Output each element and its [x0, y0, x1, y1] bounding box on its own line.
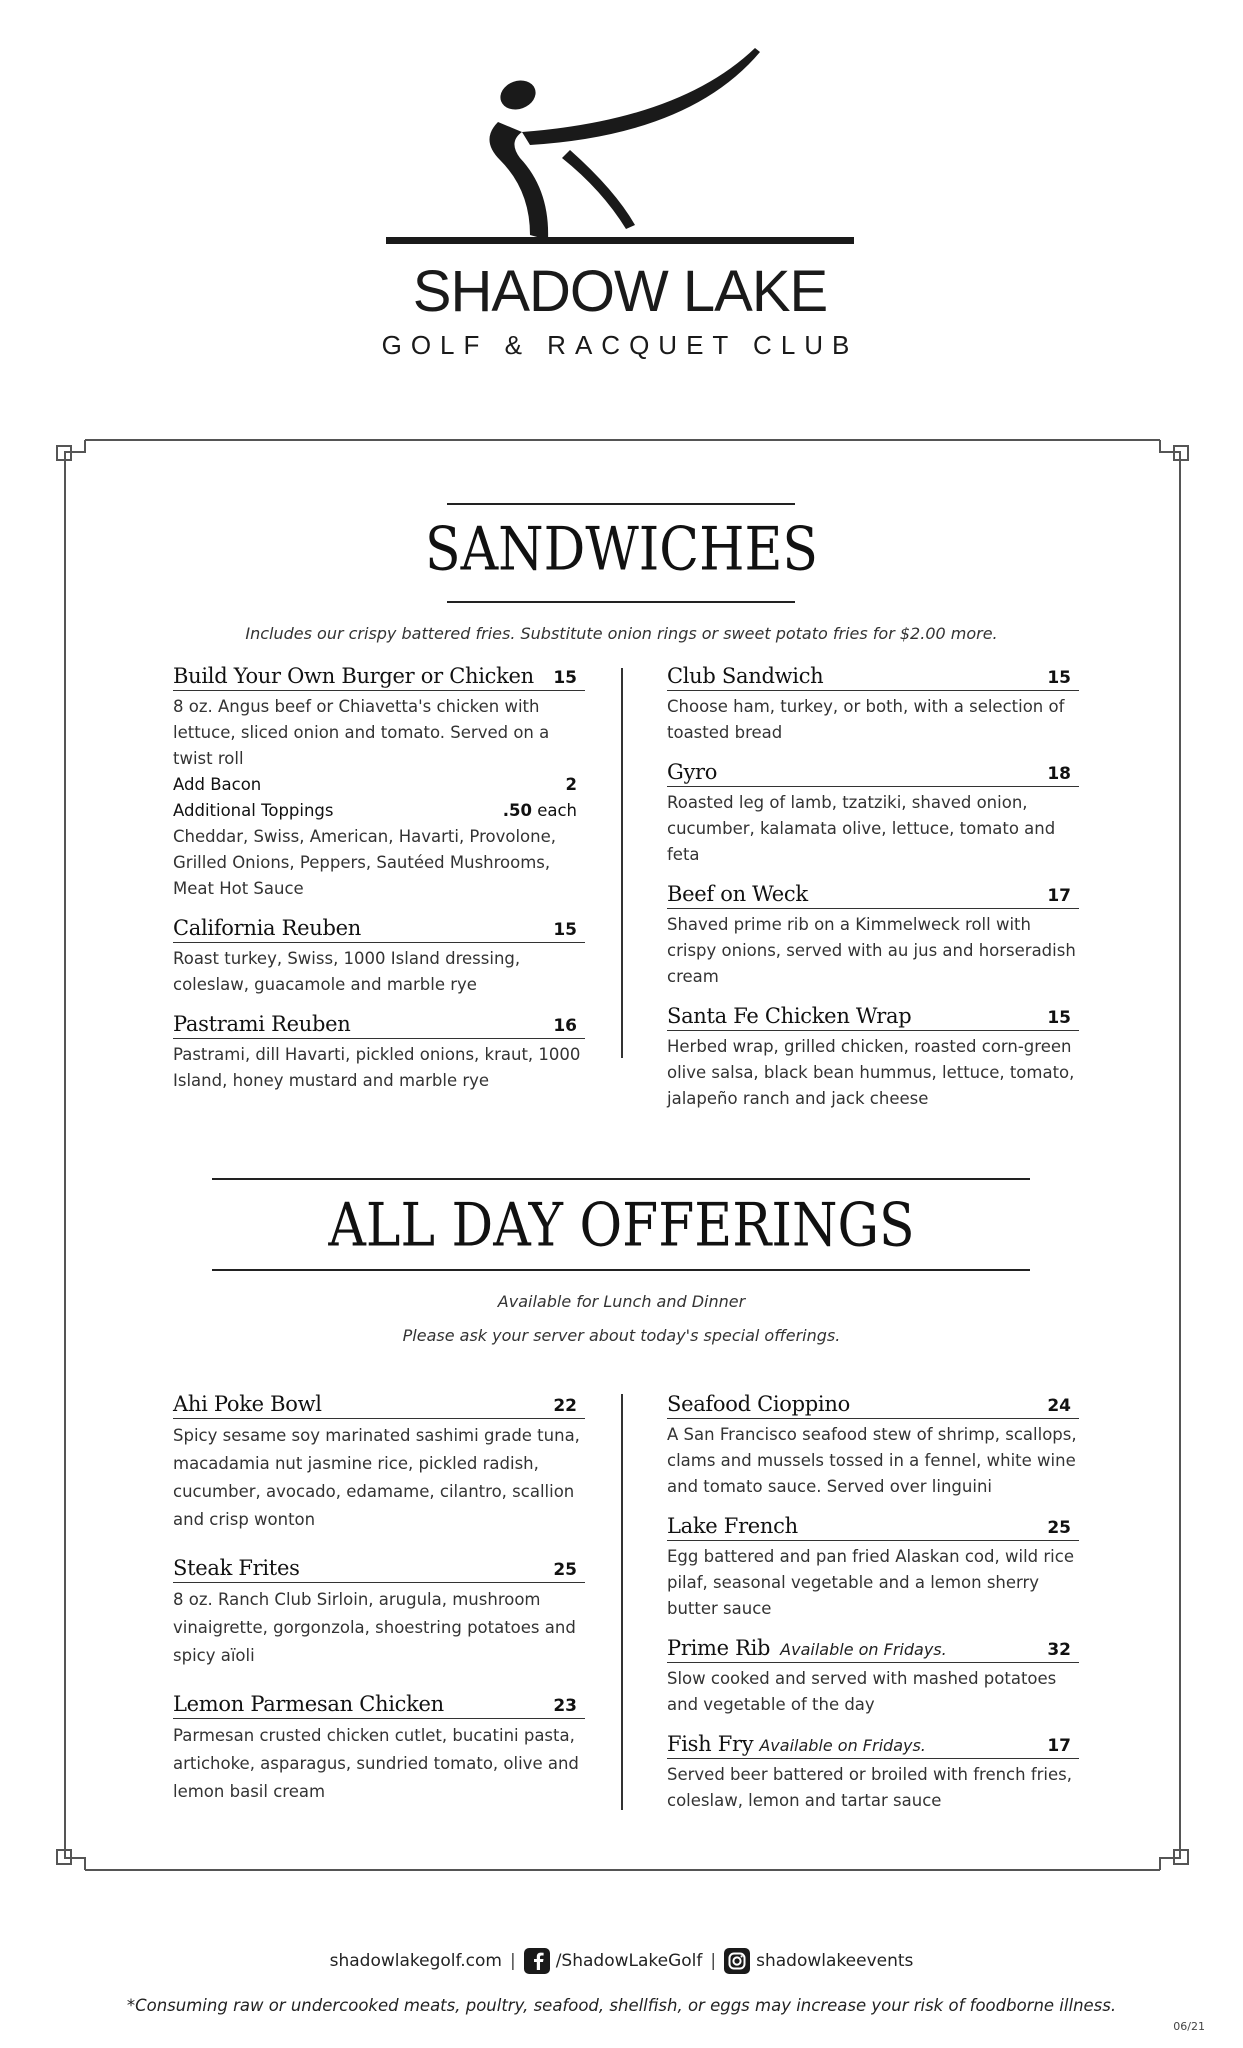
menu-item	[173, 1692, 585, 1806]
item-header	[173, 664, 585, 691]
sandwiches-rule-top	[447, 503, 795, 505]
item-price: 15	[553, 668, 577, 688]
item-description: Roast turkey, Swiss, 1000 Island dressing, coleslaw, guacamole and marble rye	[173, 949, 521, 994]
item-price: 15	[1047, 668, 1071, 688]
allday-left-column	[173, 1392, 585, 1820]
menu-item	[667, 1004, 1079, 1112]
item-price: 18	[1047, 764, 1071, 784]
item-price: 25	[1047, 1518, 1071, 1538]
sandwiches-rule-bottom	[447, 601, 795, 603]
allday-column-divider	[621, 1394, 623, 1810]
item-name: Ahi Poke Bowl	[173, 1392, 322, 1416]
item-name: Lemon Parmesan Chicken	[173, 1692, 444, 1716]
menu-item	[667, 882, 1079, 990]
menu-item	[667, 1514, 1079, 1622]
item-name: Gyro	[667, 760, 718, 784]
menu-item	[173, 1556, 585, 1670]
brand-subtitle: GOLF & RACQUET CLUB	[381, 330, 859, 360]
item-description: A San Francisco seafood stew of shrimp, scallops, clams and mussels tossed in a fennel, white wine and tomato sauce. Served over linguini	[667, 1425, 1077, 1496]
item-header	[667, 664, 1079, 691]
item-description: Slow cooked and served with mashed potatoes and vegetable of the day	[667, 1669, 1057, 1714]
item-header	[173, 1012, 585, 1039]
sandwiches-note: Includes our crispy battered fries. Substitute onion rings or sweet potato fries for $2.00 more.	[245, 624, 998, 643]
item-header	[173, 1392, 585, 1419]
item-name: Seafood Cioppino	[667, 1392, 850, 1416]
item-price: 24	[1047, 1396, 1071, 1416]
brand-name: SHADOW LAKE	[412, 259, 828, 324]
item-header	[667, 1636, 1079, 1663]
item-header	[173, 1692, 585, 1719]
item-header	[173, 1556, 585, 1583]
item-description: Egg battered and pan fried Alaskan cod, wild rice pilaf, seasonal vegetable and a lemon sherry butter sauce	[667, 1547, 1074, 1618]
item-price: 17	[1047, 1736, 1071, 1756]
sandwiches-title: SANDWICHES	[424, 515, 819, 585]
item-description: 8 oz. Angus beef or Chiavetta's chicken with lettuce, sliced onion and tomato. Served on a twist roll	[173, 697, 550, 768]
item-price: 23	[553, 1696, 577, 1716]
allday-rule-top	[212, 1178, 1030, 1180]
item-name: Lake French	[667, 1514, 798, 1538]
item-price: 22	[553, 1396, 577, 1416]
item-name: Beef on Weck	[667, 882, 808, 906]
menu-item	[667, 760, 1079, 868]
item-description: Choose ham, turkey, or both, with a selection of toasted bread	[667, 697, 1065, 742]
addon-row	[173, 798, 585, 824]
menu-item	[173, 1392, 585, 1534]
item-name: Steak Frites	[173, 1556, 300, 1580]
footer-separator: |	[710, 1951, 717, 1971]
footer-links	[0, 1948, 1243, 1974]
item-price: 16	[553, 1016, 577, 1036]
addon-label: Additional Toppings	[173, 801, 334, 820]
item-availability-note: Available on Fridays.	[759, 1736, 926, 1755]
item-description: Roasted leg of lamb, tzatziki, shaved onion, cucumber, kalamata olive, lettuce, tomato and feta	[667, 793, 1056, 864]
sandwiches-left-column	[173, 664, 585, 1108]
item-header	[667, 760, 1079, 787]
item-description: Pastrami, dill Havarti, pickled onions, kraut, 1000 Island, honey mustard and marble rye	[173, 1045, 581, 1090]
instagram-link[interactable]: shadowlakeevents	[756, 1951, 914, 1971]
item-header	[667, 1392, 1079, 1419]
allday-rule-bottom	[212, 1269, 1030, 1271]
website-link[interactable]: shadowlakegolf.com	[329, 1951, 502, 1971]
allday-note-2: Please ask your server about today's special offerings.	[402, 1326, 841, 1345]
menu-item	[667, 1636, 1079, 1718]
item-description: Served beer battered or broiled with french fries, coleslaw, lemon and tartar sauce	[667, 1765, 1072, 1810]
item-header	[667, 1004, 1079, 1031]
item-description: Spicy sesame soy marinated sashimi grade tuna, macadamia nut jasmine rice, pickled radish, cucumber, avocado, edamame, cilantro, scallion and crisp wonton	[173, 1426, 580, 1529]
allday-note-1: Available for Lunch and Dinner	[497, 1292, 746, 1311]
item-price: 15	[553, 920, 577, 940]
item-price: 32	[1047, 1640, 1071, 1660]
allday-title: ALL DAY OFFERINGS	[328, 1191, 915, 1261]
item-toppings: Cheddar, Swiss, American, Havarti, Provolone, Grilled Onions, Peppers, Sautéed Mushrooms, Meat Hot Sauce	[173, 827, 556, 898]
item-header	[667, 1732, 1079, 1759]
addon-unit: each	[537, 801, 577, 820]
instagram-icon	[724, 1948, 750, 1974]
allday-right-column	[667, 1392, 1079, 1828]
version-code: 06/21	[1173, 2020, 1205, 2033]
item-header	[667, 882, 1079, 909]
item-description: 8 oz. Ranch Club Sirloin, arugula, mushroom vinaigrette, gorgonzola, shoestring potatoes and spicy aïoli	[173, 1590, 576, 1665]
sandwiches-column-divider	[621, 668, 623, 1058]
item-name: Prime Rib	[667, 1636, 771, 1660]
addon-price: .50	[502, 801, 532, 820]
item-description: Shaved prime rib on a Kimmelweck roll with crispy onions, served with au jus and horseradish cream	[667, 915, 1076, 986]
footer-separator: |	[509, 1951, 516, 1971]
menu-item	[667, 1392, 1079, 1500]
menu-item	[173, 916, 585, 998]
facebook-link[interactable]: /ShadowLakeGolf	[555, 1951, 703, 1971]
item-description: Parmesan crusted chicken cutlet, bucatini pasta, artichoke, asparagus, sundried tomato, olive and lemon basil cream	[173, 1726, 579, 1801]
menu-item	[173, 664, 585, 902]
addon-label: Add Bacon	[173, 775, 262, 794]
facebook-icon	[524, 1948, 550, 1974]
item-name: Build Your Own Burger or Chicken	[173, 664, 534, 688]
sandwiches-right-column	[667, 664, 1079, 1126]
item-name: Pastrami Reuben	[173, 1012, 351, 1036]
item-price: 17	[1047, 886, 1071, 906]
item-header	[667, 1514, 1079, 1541]
item-name: Club Sandwich	[667, 664, 824, 688]
item-description: Herbed wrap, grilled chicken, roasted corn-green olive salsa, black bean hummus, lettuce, tomato, jalapeño ranch and jack cheese	[667, 1037, 1075, 1108]
item-name: Santa Fe Chicken Wrap	[667, 1004, 912, 1028]
menu-item	[173, 1012, 585, 1094]
item-price: 15	[1047, 1008, 1071, 1028]
addon-price: 2	[565, 775, 577, 794]
item-header	[173, 916, 585, 943]
menu-item	[667, 1732, 1079, 1814]
item-availability-note: Available on Fridays.	[780, 1640, 947, 1659]
menu-item	[667, 664, 1079, 746]
addon-row	[173, 772, 585, 798]
food-safety-disclaimer: *Consuming raw or undercooked meats, poultry, seafood, shellfish, or eggs may increase your risk of foodborne illness.	[126, 1996, 1117, 2015]
item-name: Fish Fry	[667, 1732, 754, 1756]
item-name: California Reuben	[173, 916, 361, 940]
item-price: 25	[553, 1560, 577, 1580]
